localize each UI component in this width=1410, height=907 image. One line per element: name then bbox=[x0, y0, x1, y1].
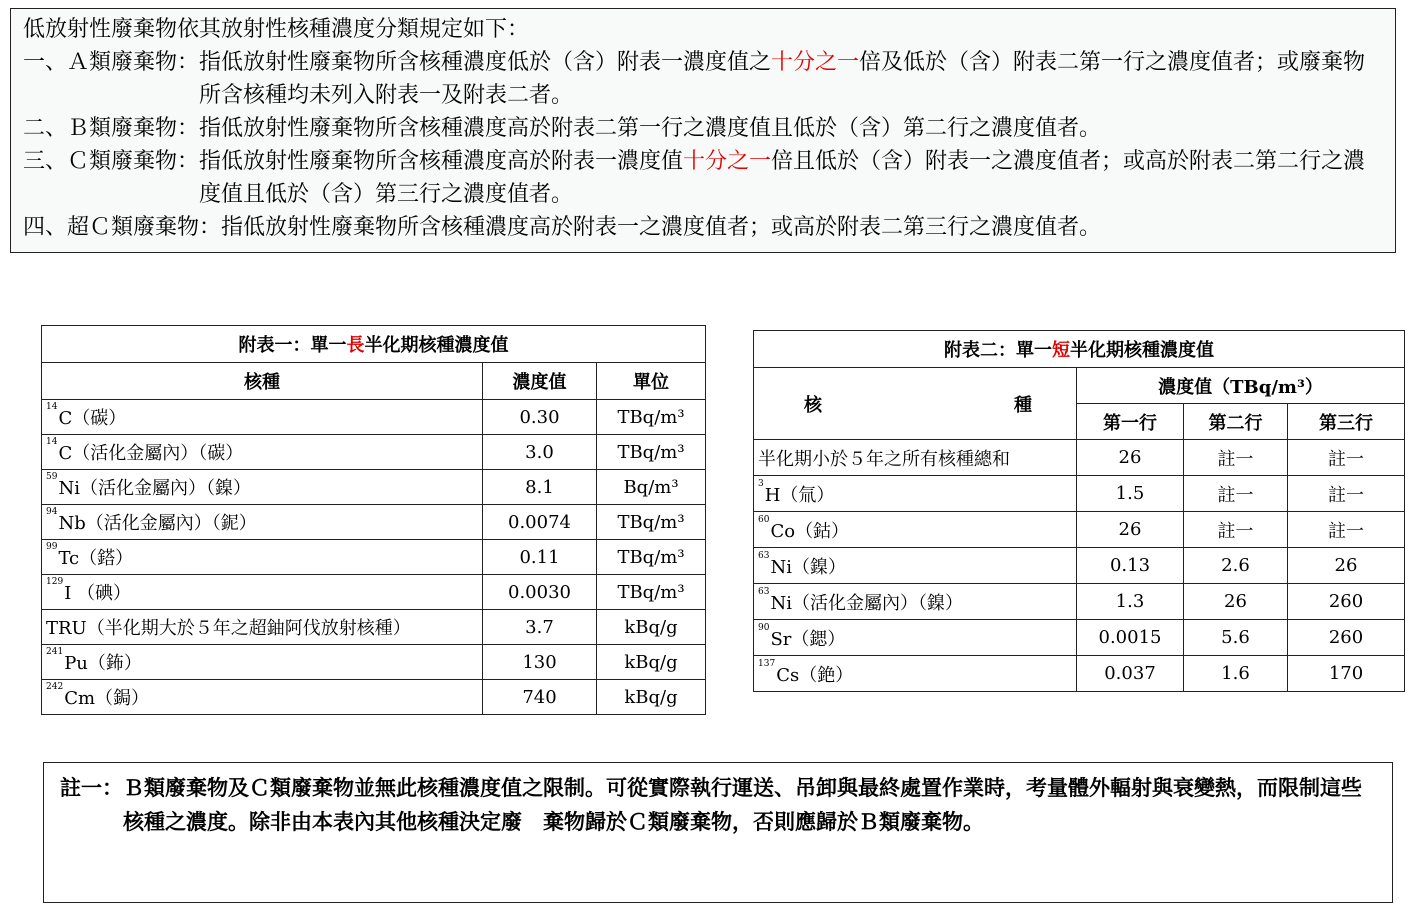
table2-header-conc: 濃度值（TBq/m³） bbox=[1077, 368, 1405, 404]
table1-header-unit: 單位 bbox=[597, 363, 706, 400]
table-row bbox=[42, 680, 706, 715]
table2-nuclide bbox=[754, 548, 1077, 584]
class-c bbox=[23, 145, 1385, 211]
table2-nuclide bbox=[754, 476, 1077, 512]
class-c-label: 三、Ｃ類廢棄物： bbox=[23, 149, 200, 174]
table2-header-nuclide: 核 種 bbox=[754, 368, 1077, 440]
red-highlight: 十分之一 bbox=[683, 149, 772, 174]
concentration-value: 0.30 bbox=[483, 400, 597, 435]
class-a-text: 指低放射性廢棄物所含核種濃度低於（含）附表一濃度值之十分之一倍及低於（含）附表二第一行之濃度值者；或廢棄物所含核種均未列入附表一及附表二者。 bbox=[199, 50, 1366, 108]
concentration-value: 8.1 bbox=[483, 470, 597, 505]
table2-nuclide bbox=[754, 584, 1077, 620]
table1-nuclide bbox=[42, 680, 483, 715]
table1-header-nuclide: 核種 bbox=[42, 363, 483, 400]
table-row bbox=[42, 610, 706, 645]
unit: TBq/m³ bbox=[597, 575, 706, 610]
concentration-col3: 26 bbox=[1288, 548, 1405, 584]
table1-nuclide bbox=[42, 645, 483, 680]
concentration-col1: 26 bbox=[1077, 440, 1184, 476]
table2-caption: 附表二：單一短半化期核種濃度值 bbox=[754, 331, 1405, 368]
table2-nuclide bbox=[754, 620, 1077, 656]
table2-nuclide bbox=[754, 512, 1077, 548]
unit: kBq/g bbox=[597, 680, 706, 715]
class-b bbox=[23, 112, 1385, 145]
nuclide-name: Cm（鋦） bbox=[64, 688, 150, 709]
note-box bbox=[43, 762, 1393, 903]
concentration-col2: 1.6 bbox=[1184, 656, 1288, 692]
nuclide-name: Co（鈷） bbox=[770, 520, 850, 542]
nuclide-name: Cs（銫） bbox=[776, 664, 854, 686]
unit: TBq/m³ bbox=[597, 505, 706, 540]
concentration-value: 0.0030 bbox=[483, 575, 597, 610]
concentration-value: 0.0074 bbox=[483, 505, 597, 540]
concentration-value: 3.0 bbox=[483, 435, 597, 470]
nuclide-name: Ni（鎳） bbox=[770, 556, 846, 578]
mass-number: 94 bbox=[46, 507, 58, 517]
concentration-col1: 1.5 bbox=[1077, 476, 1184, 512]
table-row bbox=[42, 645, 706, 680]
table2-body bbox=[754, 440, 1405, 692]
nuclide-name: TRU（半化期大於５年之超鈾阿伐放射核種） bbox=[46, 618, 411, 639]
nuclide-name: Pu（鈽） bbox=[64, 653, 142, 674]
table-row bbox=[42, 470, 706, 505]
table-row bbox=[754, 440, 1405, 476]
table-row bbox=[42, 435, 706, 470]
table2-nuclide bbox=[754, 440, 1077, 476]
concentration-col2: 26 bbox=[1184, 584, 1288, 620]
concentration-col1: 0.0015 bbox=[1077, 620, 1184, 656]
class-d-label: 四、超Ｃ類廢棄物： bbox=[23, 215, 222, 240]
unit: TBq/m³ bbox=[597, 540, 706, 575]
concentration-col1: 26 bbox=[1077, 512, 1184, 548]
concentration-value: 0.11 bbox=[483, 540, 597, 575]
concentration-col3: 260 bbox=[1288, 620, 1405, 656]
nuclide-name: Sr（鍶） bbox=[770, 628, 846, 650]
concentration-col1: 0.037 bbox=[1077, 656, 1184, 692]
concentration-col2: 註一 bbox=[1184, 512, 1288, 548]
concentration-value: 740 bbox=[483, 680, 597, 715]
nuclide-name: Ni（活化金屬內）（鎳） bbox=[58, 478, 251, 499]
concentration-col1: 1.3 bbox=[1077, 584, 1184, 620]
table2-nuclide bbox=[754, 656, 1077, 692]
mass-number: 14 bbox=[46, 437, 58, 447]
table1-nuclide bbox=[42, 575, 483, 610]
table-row bbox=[754, 584, 1405, 620]
table-short-half-life bbox=[753, 330, 1405, 692]
class-d bbox=[23, 211, 1385, 244]
mass-number: 242 bbox=[46, 682, 64, 692]
unit: Bq/m³ bbox=[597, 470, 706, 505]
table-long-half-life bbox=[41, 325, 706, 715]
unit: kBq/g bbox=[597, 645, 706, 680]
classification-box bbox=[10, 8, 1396, 253]
class-a bbox=[23, 46, 1385, 112]
nuclide-name: 半化期小於５年之所有核種總和 bbox=[758, 448, 1010, 470]
unit: TBq/m³ bbox=[597, 400, 706, 435]
table-row bbox=[754, 620, 1405, 656]
nuclide-name: Ni（活化金屬內）（鎳） bbox=[770, 592, 963, 614]
table1-nuclide bbox=[42, 435, 483, 470]
table-row bbox=[754, 476, 1405, 512]
table1-nuclide bbox=[42, 470, 483, 505]
table2-header-col1: 第一行 bbox=[1077, 404, 1184, 440]
table-row bbox=[42, 400, 706, 435]
note-text: Ｂ類廢棄物及Ｃ類廢棄物並無此核種濃度值之限制。可從實際執行運送、吊卸與最終處置作業時，考量體外輻射與衰變熱，而限制這些核種之濃度。除非由本表內其他核種決定廢 棄物歸於Ｃ類廢棄物，否則應歸於Ｂ類廢棄物。 bbox=[123, 775, 1362, 834]
table2-header-col2: 第二行 bbox=[1184, 404, 1288, 440]
class-b-label: 二、Ｂ類廢棄物： bbox=[23, 116, 200, 141]
mass-number: 241 bbox=[46, 647, 64, 657]
table-row bbox=[754, 656, 1405, 692]
concentration-col3: 170 bbox=[1288, 656, 1405, 692]
concentration-value: 130 bbox=[483, 645, 597, 680]
unit: kBq/g bbox=[597, 610, 706, 645]
mass-number: 99 bbox=[46, 542, 58, 552]
table-row bbox=[754, 548, 1405, 584]
table1-nuclide bbox=[42, 400, 483, 435]
classification-title: 低放射性廢棄物依其放射性核種濃度分類規定如下： bbox=[23, 17, 530, 42]
unit: TBq/m³ bbox=[597, 435, 706, 470]
concentration-col3: 註一 bbox=[1288, 440, 1405, 476]
table-row bbox=[42, 540, 706, 575]
mass-number: 90 bbox=[758, 622, 770, 633]
concentration-col3: 260 bbox=[1288, 584, 1405, 620]
concentration-col2: 5.6 bbox=[1184, 620, 1288, 656]
nuclide-name: Tc（鎝） bbox=[58, 548, 134, 569]
table2-header-col3: 第三行 bbox=[1288, 404, 1405, 440]
mass-number: 14 bbox=[46, 402, 58, 412]
mass-number: 137 bbox=[758, 658, 776, 669]
class-c-text: 指低放射性廢棄物所含核種濃度高於附表一濃度值十分之一倍且低於（含）附表一之濃度值者；或高於附表二第二行之濃度值且低於（含）第三行之濃度值者。 bbox=[199, 149, 1366, 207]
nuclide-name: H（氚） bbox=[764, 484, 835, 506]
class-b-text: 指低放射性廢棄物所含核種濃度高於附表二第一行之濃度值且低於（含）第二行之濃度值者。 bbox=[199, 116, 1102, 141]
concentration-value: 3.7 bbox=[483, 610, 597, 645]
mass-number: 63 bbox=[758, 550, 770, 561]
note-label: 註一： bbox=[60, 775, 123, 800]
table1-caption: 附表一：單一長半化期核種濃度值 bbox=[42, 326, 706, 363]
concentration-col3: 註一 bbox=[1288, 512, 1405, 548]
table1-nuclide bbox=[42, 505, 483, 540]
red-highlight: 十分之一 bbox=[771, 50, 860, 75]
table-row bbox=[754, 512, 1405, 548]
concentration-col1: 0.13 bbox=[1077, 548, 1184, 584]
mass-number: 63 bbox=[758, 586, 770, 597]
nuclide-name: Nb（活化金屬內）（鈮） bbox=[58, 513, 257, 534]
mass-number: 129 bbox=[46, 577, 64, 587]
table1-header-value: 濃度值 bbox=[483, 363, 597, 400]
nuclide-name: C（活化金屬內）（碳） bbox=[58, 443, 244, 464]
mass-number: 59 bbox=[46, 472, 58, 482]
class-a-label: 一、Ａ類廢棄物： bbox=[23, 50, 200, 75]
table-row bbox=[42, 505, 706, 540]
table-row bbox=[42, 575, 706, 610]
table1-nuclide bbox=[42, 540, 483, 575]
concentration-col3: 註一 bbox=[1288, 476, 1405, 512]
table1-body bbox=[42, 400, 706, 715]
concentration-col2: 註一 bbox=[1184, 476, 1288, 512]
class-d-text: 指低放射性廢棄物所含核種濃度高於附表一之濃度值者；或高於附表二第三行之濃度值者。 bbox=[221, 215, 1102, 240]
nuclide-name: I （碘） bbox=[64, 583, 132, 604]
nuclide-name: C（碳） bbox=[58, 408, 127, 429]
mass-number: 60 bbox=[758, 514, 770, 525]
concentration-col2: 註一 bbox=[1184, 440, 1288, 476]
table1-nuclide bbox=[42, 610, 483, 645]
concentration-col2: 2.6 bbox=[1184, 548, 1288, 584]
mass-number: 3 bbox=[758, 478, 764, 489]
